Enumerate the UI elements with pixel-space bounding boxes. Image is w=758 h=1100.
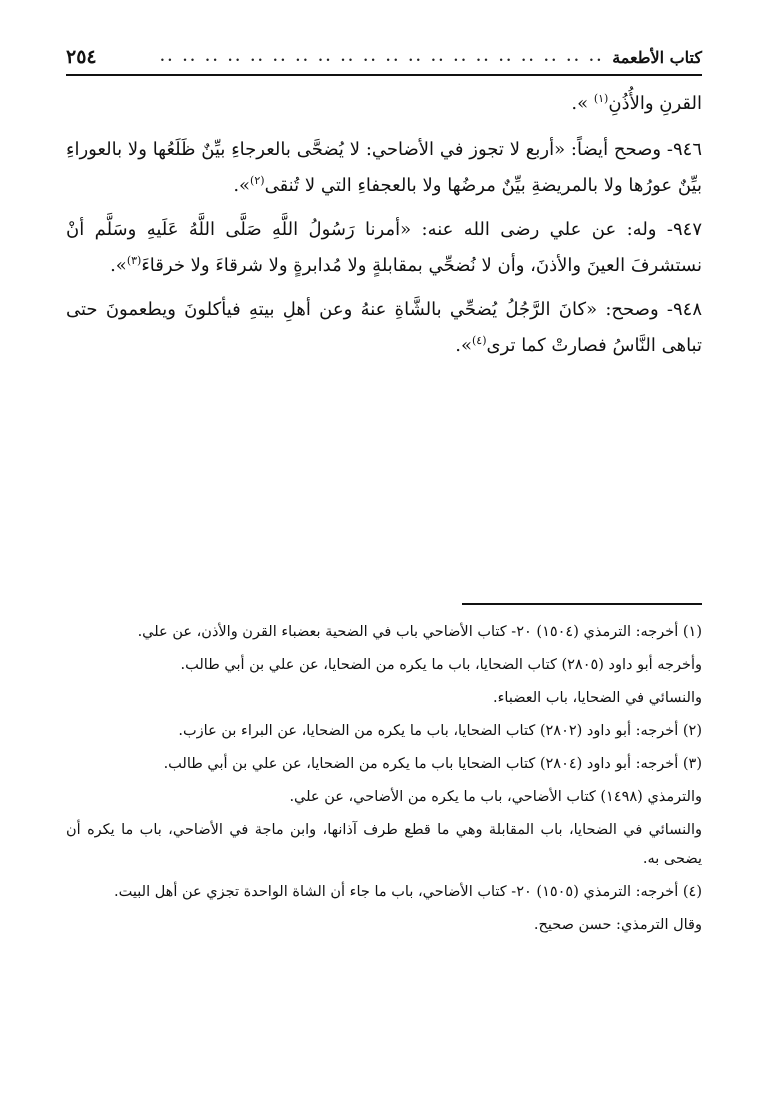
paragraph-text: القرنِ والأُذُنِ [608,93,702,114]
paragraph-tail: ». [233,175,251,196]
footnote-line: (٤) أخرجه: الترمذي (١٥٠٥) ٢٠- كتاب الأضاحي، باب ما جاء أن الشاة الواحدة تجزي عن أهل البيت. [114,884,702,900]
main-text [66,86,702,372]
running-header [66,40,702,76]
paragraph-tail: ». [110,255,127,276]
footnote-separator [462,603,702,605]
hadith-continuation [66,86,702,122]
footnotes [66,618,702,944]
chapter-title: كتاب الأطعمة [612,47,702,67]
footnote-line: وأخرجه أبو داود (٢٨٠٥) كتاب الضحايا، باب ما يكره من الضحايا، عن علي بن أبي طالب. [180,657,702,673]
footnote-ref: (٣) [126,254,142,267]
page-number: ٢٥٤ [66,46,97,68]
hadith-948 [66,292,702,364]
paragraph-text: ٩٤٦- وصحح أيضاً: «أربع لا تجوز في الأضاحي: لا يُضحَّى بالعرجاءِ بيِّنٌ ظَلَعُها ولا بالعوراءِ بيِّنٌ عورُها ولا بالمريضةِ بيِّنٌ مرضُها ولا بالعجفاءِ التي لا تُنقى [66,139,702,196]
hadith-946 [66,132,702,204]
paragraph-tail: ». [571,93,594,114]
paragraph-text: ٩٤٨- وصحح: «كانَ الرَّجُلُ يُضحِّي بالشَّاةِ عنهُ وعن أهلِ بيتهِ فيأكلونَ ويطعمونَ حتى تباهى النَّاسُ فصارتْ كما ترى [66,299,702,356]
footnote-ref: (١) [593,92,609,105]
footnote-ref: (٢) [250,174,265,187]
leader-dots: .. .. .. .. .. .. .. .. .. .. .. .. .. .. .. .. .. .. .. .. [160,49,605,65]
footnote-line: والترمذي (١٤٩٨) كتاب الأضاحي، باب ما يكره من الأضاحي، عن علي. [289,789,702,805]
footnote-line: (٣) أخرجه: أبو داود (٢٨٠٤) كتاب الضحايا باب ما يكره من الضحايا، عن علي بن أبي طالب. [163,756,702,772]
footnote-line: والنسائي في الضحايا، باب العضباء. [492,690,702,706]
hadith-947 [66,212,702,284]
paragraph-tail: ». [455,335,472,356]
footnote-ref: (٤) [471,334,487,347]
book-page [66,40,702,1080]
footnote-line: والنسائي في الضحايا، باب المقابلة وهي ما قطع طرف آذانها، وابن ماجة في الأضاحي، باب ما يكره أن يضحى به. [66,822,702,867]
footnote-line: وقال الترمذي: حسن صحيح. [533,917,702,933]
footnote-line: (١) أخرجه: الترمذي (١٥٠٤) ٢٠- كتاب الأضاحي باب في الضحية بعضباء القرن والأذن، عن علي. [137,624,702,640]
paragraph-text: ٩٤٧- وله: عن علي رضى الله عنه: «أمرنا رَسُولُ اللَّهِ صَلَّى اللَّهُ عَلَيهِ وسَلَّم أنْ نستشرفَ العينَ والأذنَ، وأن لا نُضحِّي بمقابلةٍ ولا مُدابرةٍ ولا شرقاءَ ولا خرقاءَ [66,219,702,276]
footnote-line: (٢) أخرجه: أبو داود (٢٨٠٢) كتاب الضحايا، باب ما يكره من الضحايا، عن البراء بن عازب. [178,723,702,739]
